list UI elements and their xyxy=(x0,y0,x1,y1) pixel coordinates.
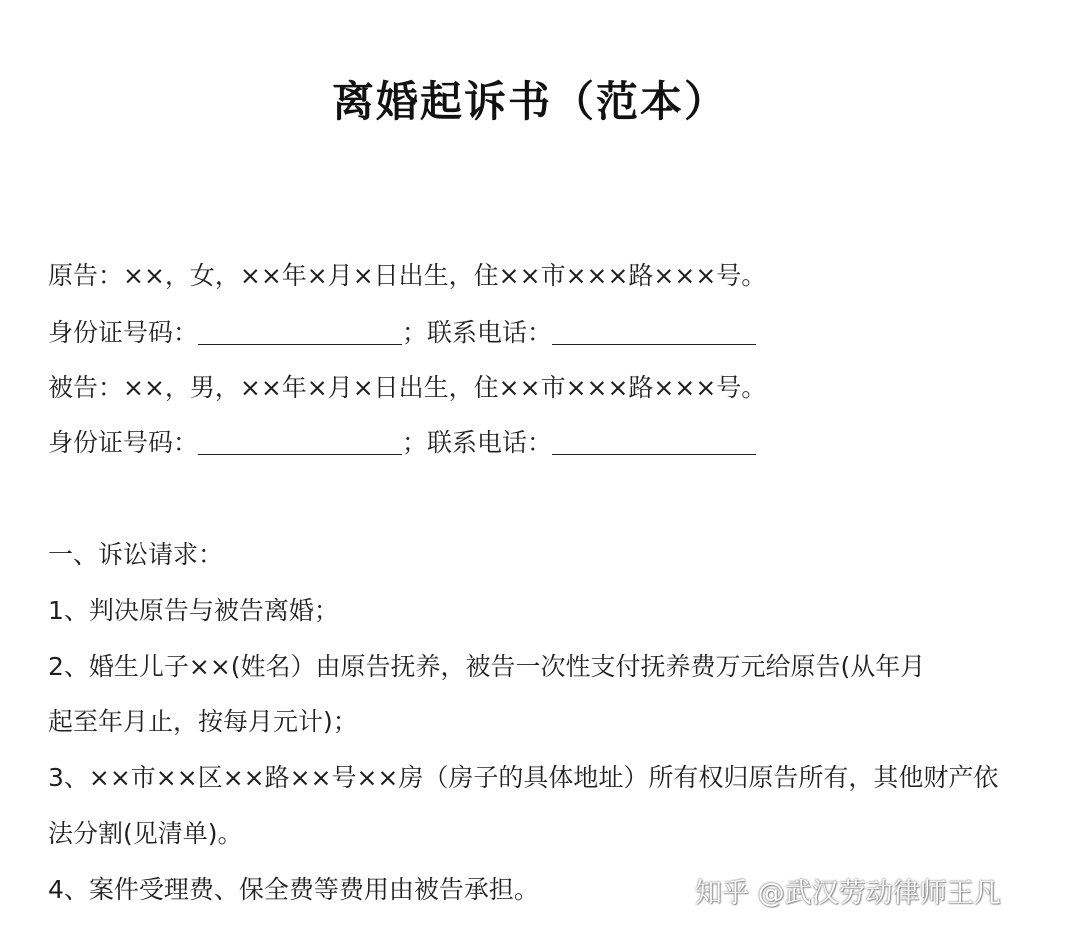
defendant-id-blank xyxy=(198,430,402,455)
claim-item-4: 4、案件受理费、保全费等费用由被告承担。 xyxy=(48,875,539,904)
document-title: 离婚起诉书（范本） xyxy=(331,77,728,126)
plaintiff-id-blank xyxy=(198,320,402,345)
claim-item-2-line-1: 2、婚生儿子××(姓名）由原告抚养，被告一次性支付抚养费万元给原告(从年月 xyxy=(48,652,926,681)
defendant-contact-line xyxy=(48,425,756,461)
defendant-line: 被告：××，男，××年×月×日出生，住××市×××路×××号。 xyxy=(48,373,767,402)
plaintiff-contact-line xyxy=(48,315,756,351)
claim-item-3-line-2: 法分割(见清单)。 xyxy=(48,819,243,848)
defendant-id-label: 身份证号码： xyxy=(48,428,199,457)
claim-item-2-line-2: 起至年月止，按每月元计)； xyxy=(48,707,358,736)
plaintiff-id-label: 身份证号码： xyxy=(48,318,199,347)
plaintiff-line: 原告：××，女，××年×月×日出生，住××市×××路×××号。 xyxy=(48,261,767,290)
defendant-phone-blank xyxy=(552,430,756,455)
claims-heading: 一、诉讼请求： xyxy=(48,540,224,569)
claim-item-1: 1、判决原告与被告离婚； xyxy=(48,596,339,625)
defendant-phone-label: ；联系电话： xyxy=(402,428,553,457)
zhihu-watermark: 知乎 @武汉劳动律师王凡 xyxy=(695,878,1001,909)
plaintiff-phone-label: ；联系电话： xyxy=(402,318,553,347)
claim-item-3-line-1: 3、××市××区××路××号××房（房子的具体地址）所有权归原告所有，其他财产依 xyxy=(48,763,999,792)
plaintiff-phone-blank xyxy=(552,320,756,345)
